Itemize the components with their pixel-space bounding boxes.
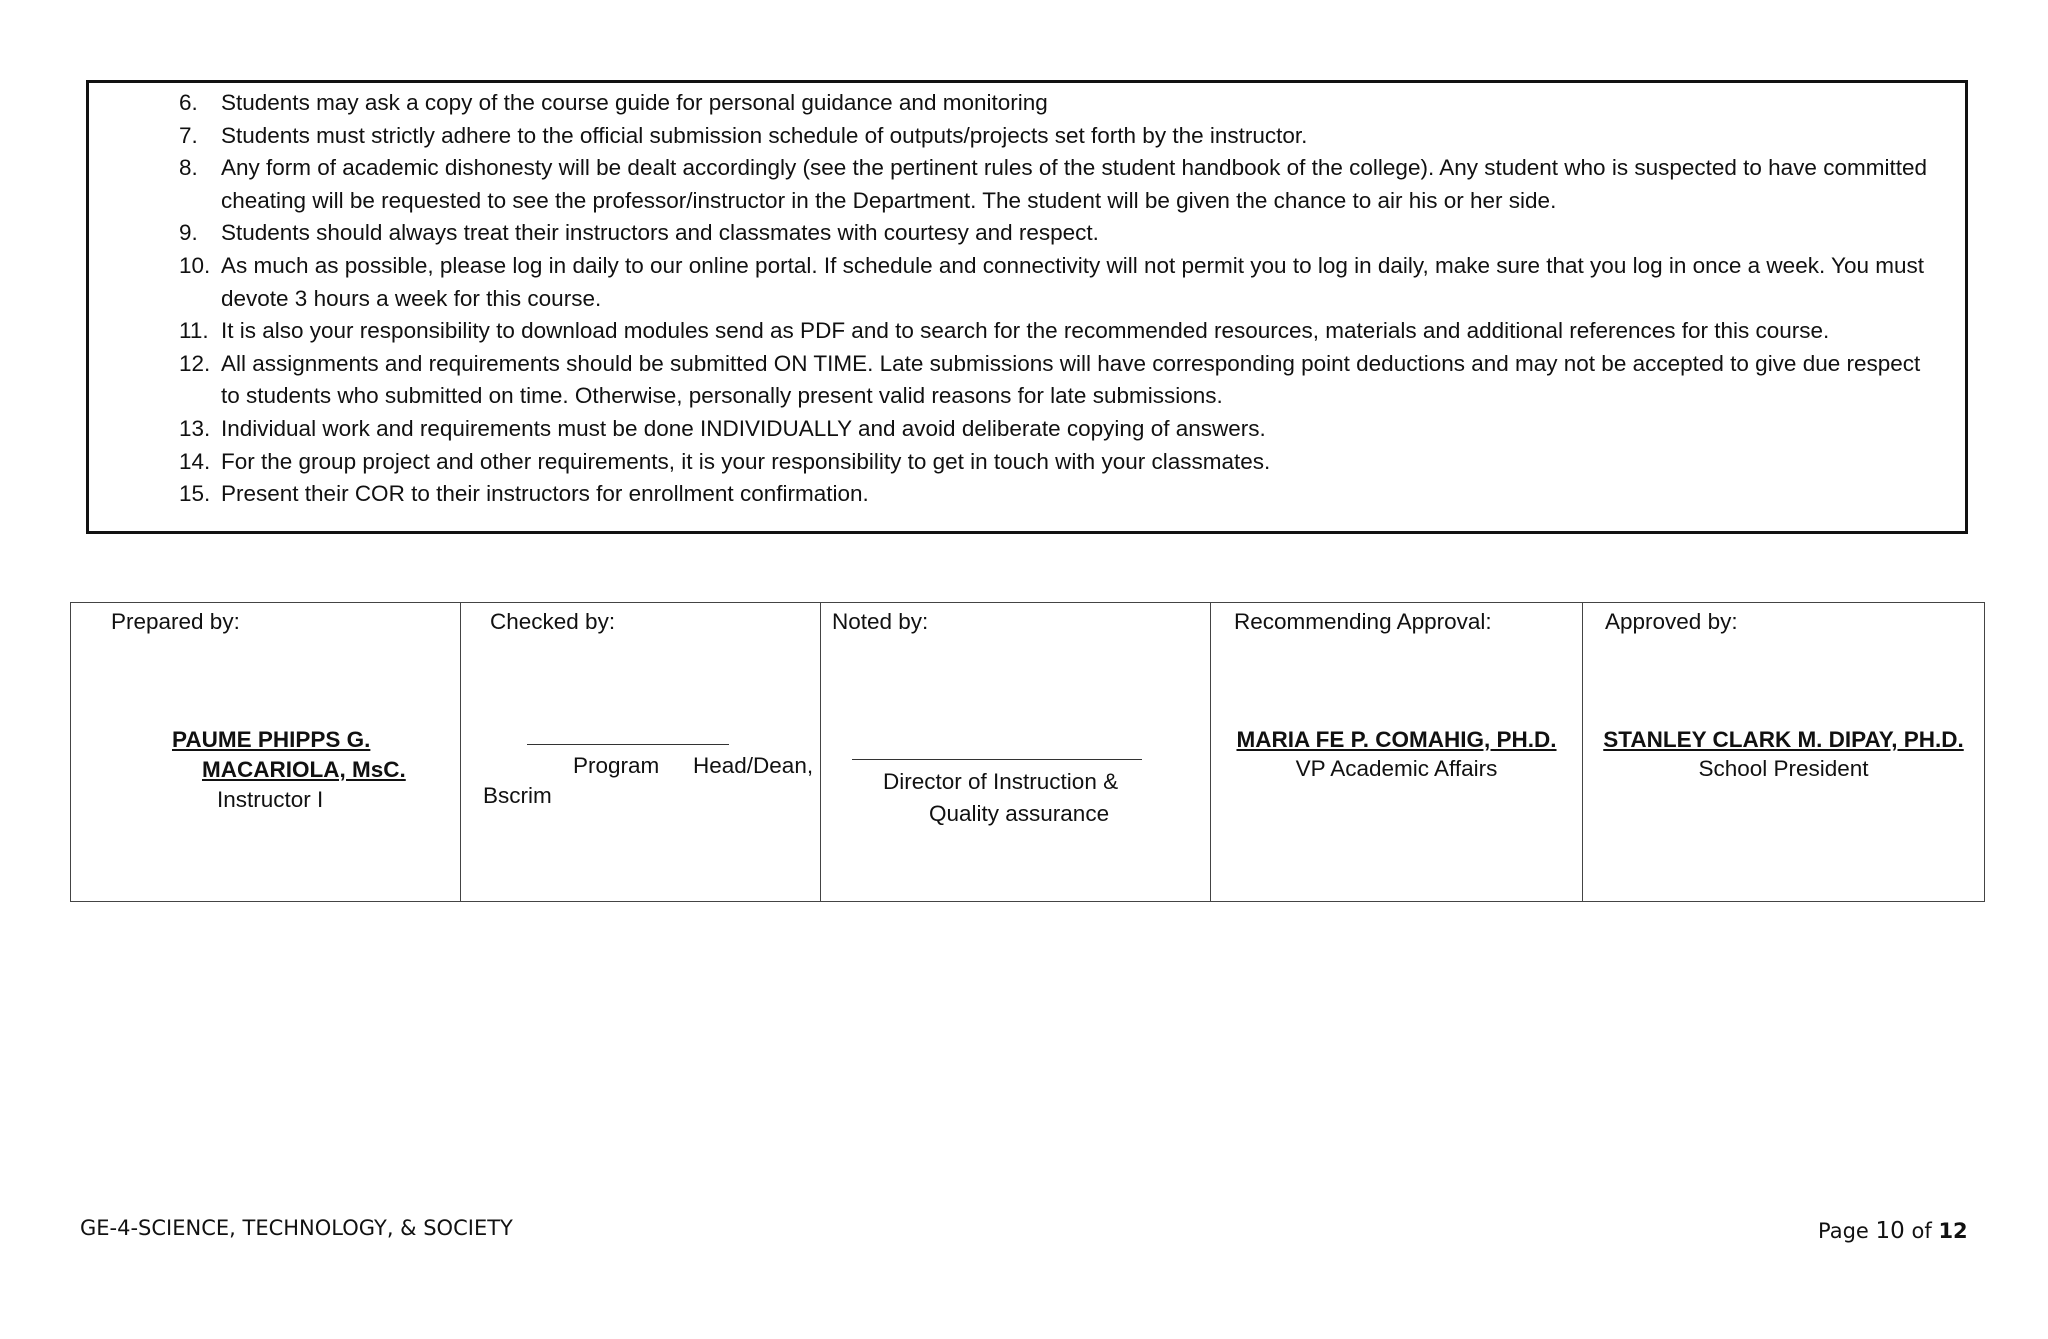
rule-text: Present their COR to their instructors for enrollment confirmation. — [221, 481, 869, 507]
rule-item — [89, 250, 1965, 315]
rule-text: Students may ask a copy of the course guide for personal guidance and monitoring — [221, 90, 1048, 115]
checked-by-signature-line — [527, 744, 729, 745]
page-total: 12 — [1938, 1219, 1968, 1243]
rule-number: 10. — [179, 252, 211, 278]
signature-row — [71, 603, 1985, 902]
preparer-name-line1: PAUME PHIPPS G. — [172, 727, 371, 752]
rule-number: 7. — [179, 122, 198, 148]
checker-title-part3: Bscrim — [483, 783, 552, 808]
rule-text: Students must strictly adhere to the official submission schedule of outputs/projects set forth by the instructor. — [221, 122, 1308, 148]
approved-by-label: Approved by: — [1605, 609, 1738, 634]
rule-text: Any form of academic dishonesty will be dealt accordingly (see the pertinent rules of the student handbook of the college). Any student who is suspected to have committed cheating will be requested to see the professor/instructor in the Department. The student will be given the chance to air his or her side. — [221, 155, 1927, 213]
rule-text: All assignments and requirements should be submitted ON TIME. Late submissions will have corresponding point deductions and may not be accepted to give due respect to students who submitted on time. Otherwise, personally present valid reasons for late submissions. — [221, 350, 1921, 409]
approver-title: School President — [1698, 756, 1869, 781]
recommender-name: MARIA FE P. COMAHIG, PH.D. — [1236, 727, 1557, 752]
noted-by-signature-line — [852, 759, 1142, 760]
footer-page-number — [1818, 1218, 1968, 1244]
checked-by-label: Checked by: — [490, 609, 616, 634]
rule-item — [89, 217, 1965, 250]
approver-block — [1583, 727, 1984, 782]
checker-title-part2: Head/Dean, — [693, 753, 814, 778]
rule-number: 13. — [179, 415, 211, 441]
rule-item — [89, 315, 1965, 348]
page-word: Page — [1818, 1219, 1869, 1243]
rule-text: For the group project and other requirements, it is your responsibility to get in touch with your classmates. — [221, 448, 1271, 474]
prepared-by-cell — [71, 603, 461, 902]
signature-table — [70, 602, 1985, 902]
recommender-block — [1211, 727, 1582, 782]
preparer-name-line2: MACARIOLA, MsC. — [202, 757, 406, 782]
footer-course-name: GE-4-SCIENCE, TECHNOLOGY, & SOCIETY — [80, 1216, 513, 1240]
noted-by-cell — [821, 603, 1211, 902]
rule-text: It is also your responsibility to download modules send as PDF and to search for the recommended resources, materials and additional references for this course. — [221, 318, 1830, 344]
recommending-approval-cell — [1211, 603, 1583, 902]
rule-item — [89, 348, 1965, 413]
checked-by-cell — [461, 603, 821, 902]
rule-item — [89, 478, 1965, 511]
approver-name: STANLEY CLARK M. DIPAY, PH.D. — [1603, 727, 1964, 752]
approved-by-cell — [1583, 603, 1985, 902]
rule-number: 6. — [179, 90, 198, 115]
rule-item — [89, 120, 1965, 153]
rule-number: 15. — [179, 481, 211, 507]
rule-number: 12. — [179, 350, 211, 376]
prepared-by-label: Prepared by: — [111, 609, 240, 634]
rule-text: Students should always treat their instructors and classmates with courtesy and respect. — [221, 220, 1099, 246]
page-of: of — [1911, 1219, 1932, 1243]
noted-title-line2: Quality assurance — [929, 801, 1110, 826]
recommender-title: VP Academic Affairs — [1295, 756, 1498, 781]
noted-by-label: Noted by: — [832, 609, 929, 634]
recommending-approval-label: Recommending Approval: — [1234, 609, 1492, 634]
class-rules-box — [86, 80, 1968, 534]
rule-text: Individual work and requirements must be done INDIVIDUALLY and avoid deliberate copying of answers. — [221, 415, 1266, 441]
checker-title-part1: Program — [573, 753, 660, 778]
rule-number: 11. — [179, 318, 209, 344]
rule-text: As much as possible, please log in daily to our online portal. If schedule and connectivity will not permit you to log in daily, make sure that you log in once a week. You must devote 3 hours a week for this course. — [221, 252, 1925, 311]
rule-number: 9. — [179, 220, 198, 246]
rule-number: 14. — [179, 448, 211, 474]
rule-number: 8. — [179, 155, 198, 181]
page-current: 10 — [1875, 1218, 1905, 1244]
preparer-title: Instructor I — [217, 787, 324, 812]
rule-item — [89, 413, 1965, 446]
rule-item — [89, 446, 1965, 479]
rule-item — [89, 152, 1965, 217]
noted-title-line1: Director of Instruction & — [883, 769, 1119, 794]
class-rules-list — [89, 87, 1965, 511]
rule-item — [89, 87, 1965, 120]
